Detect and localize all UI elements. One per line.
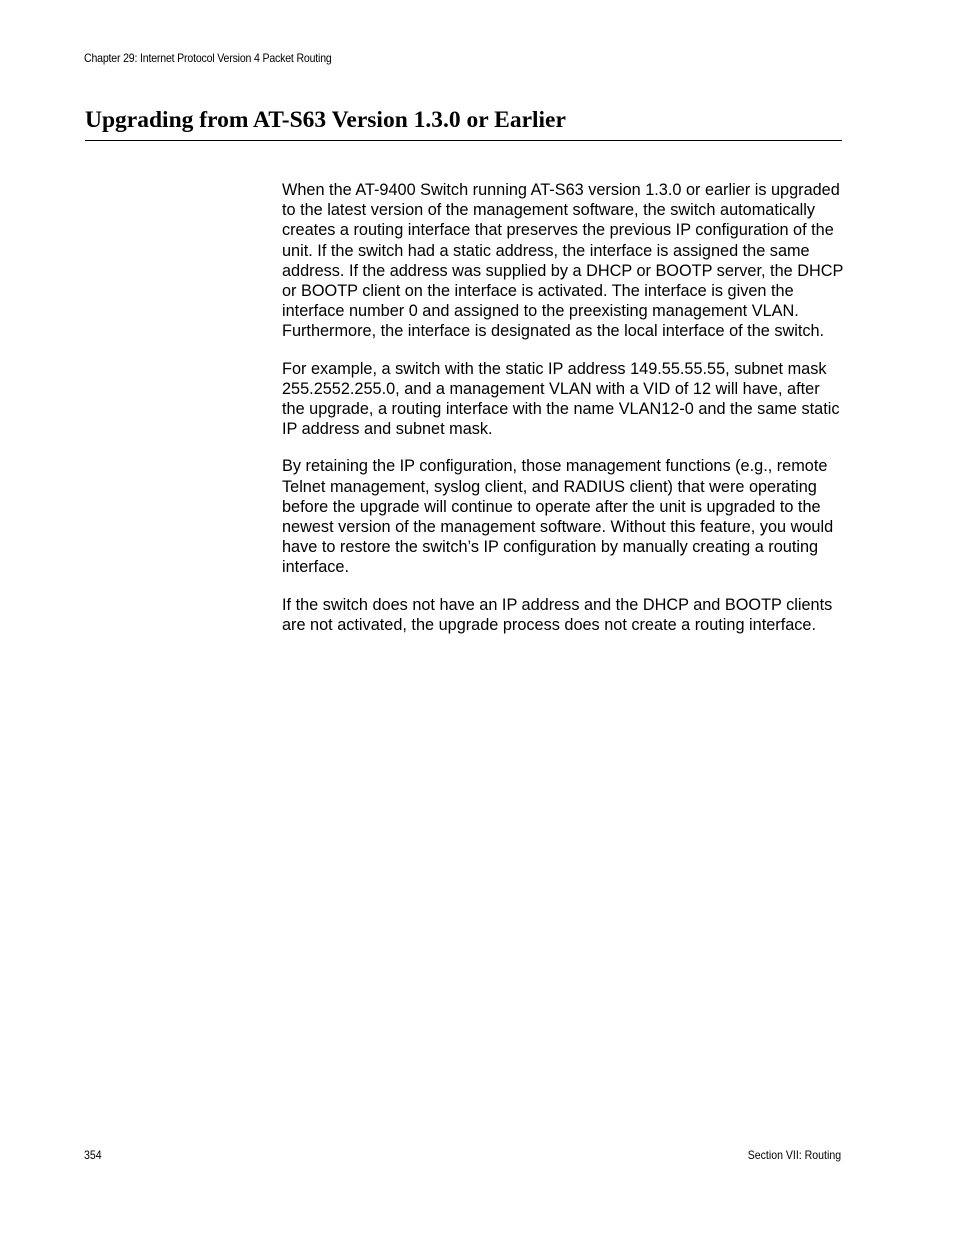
body-text xyxy=(282,180,844,652)
title-rule xyxy=(85,140,842,141)
section-title: Upgrading from AT-S63 Version 1.3.0 or Earlier xyxy=(85,107,566,133)
paragraph-upgrade-behavior: When the AT-9400 Switch running AT-S63 version 1.3.0 or earlier is upgraded to the latest version of the management software, the switch automatically creates a routing interface that preserves the previous IP configuration of the unit. If the switch had a static address, the interface is assigned the same address. If the address was supplied by a DHCP or BOOTP server, the DHCP or BOOTP client on the interface is activated. The interface is given the interface number 0 and assigned to the preexisting management VLAN. Furthermore, the interface is designated as the local interface of the switch. xyxy=(282,181,844,341)
paragraph-no-ip-address: If the switch does not have an IP address and the DHCP and BOOTP clients are not activated, the upgrade process does not create a routing interface. xyxy=(282,595,833,634)
footer-section: Section VII: Routing xyxy=(747,1148,841,1162)
page-number: 354 xyxy=(84,1148,102,1162)
paragraph-retaining-config: By retaining the IP configuration, those management functions (e.g., remote Telnet management, syslog client, and RADIUS client) that were operating before the upgrade will continue to operate after the unit is upgraded to the newest version of the management software. Without this feature, you would have to restore the switch’s IP configuration by manually creating a routing interface. xyxy=(282,457,834,577)
paragraph-example: For example, a switch with the static IP address 149.55.55.55, subnet mask 255.2552.255.0, and a management VLAN with a VID of 12 will have, after the upgrade, a routing interface with the name VLAN12-0 and the same static IP address and subnet mask. xyxy=(282,359,840,439)
running-header: Chapter 29: Internet Protocol Version 4 Packet Routing xyxy=(84,51,332,65)
